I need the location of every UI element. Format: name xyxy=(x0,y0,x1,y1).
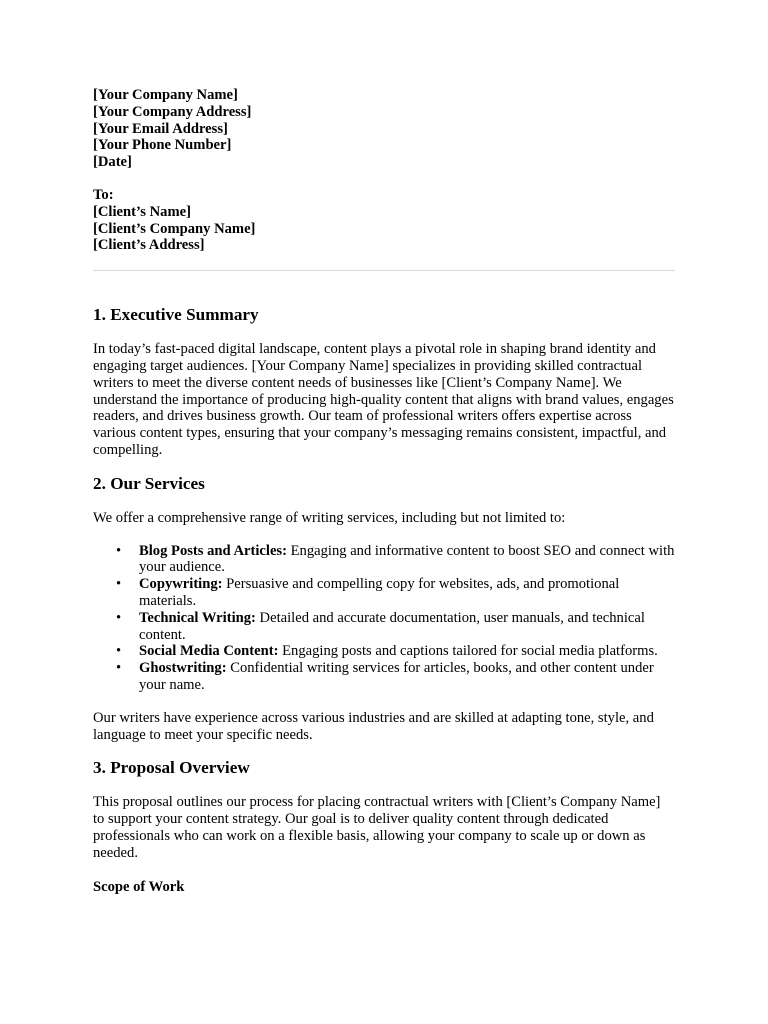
service-item-technical-writing xyxy=(116,609,675,644)
to-label: To: xyxy=(93,186,114,203)
service-item-social-media xyxy=(116,643,675,660)
document-content xyxy=(93,87,675,895)
bullet-icon: • xyxy=(116,643,122,660)
service-item-title: Social Media Content: xyxy=(139,643,279,660)
service-item-title: Ghostwriting: xyxy=(139,660,227,677)
bullet-icon: • xyxy=(116,542,122,559)
executive-summary-body: In today’s fast-paced digital landscape, content plays a pivotal role in shaping brand identity and engaging target audiences. [Your Company Name] specializes in providing skilled contractual writers to meet the diverse content needs of businesses like [Client’s Company Name]. We understand the importance of producing high-quality content that aligns with brand values, engages readers, and drives business growth. Our team of professional writers offers expertise across various content types, ensuring that your company’s messaging remains consistent, impactful, and compelling. xyxy=(93,341,674,458)
service-item-text: Detailed and accurate documentation, user manuals, and technical content. xyxy=(139,609,645,643)
sender-phone: [Your Phone Number] xyxy=(93,137,232,154)
client-name: [Client’s Name] xyxy=(93,203,191,220)
recipient-block xyxy=(93,187,675,254)
service-item-title: Copywriting: xyxy=(139,576,223,593)
service-item-title: Blog Posts and Articles: xyxy=(139,542,287,559)
bullet-icon: • xyxy=(116,609,122,626)
executive-summary-heading: 1. Executive Summary xyxy=(93,305,259,325)
proposal-overview-body: This proposal outlines our process for placing contractual writers with [Client’s Company Name] to support your content strategy. Our goal is to deliver quality content through dedicated professionals who can work on a flexible basis, allowing your company to scale up or down as needed. xyxy=(93,794,661,861)
our-services-intro: We offer a comprehensive range of writing services, including but not limited to: xyxy=(93,509,566,526)
scope-of-work-heading: Scope of Work xyxy=(93,878,185,895)
sender-date: [Date] xyxy=(93,154,132,171)
bullet-icon: • xyxy=(116,660,122,677)
sender-email: [Your Email Address] xyxy=(93,120,228,137)
section-divider xyxy=(93,270,675,271)
proposal-overview-heading: 3. Proposal Overview xyxy=(93,758,250,778)
service-item-ghostwriting xyxy=(116,660,675,694)
bullet-icon: • xyxy=(116,576,122,593)
service-item-text: Persuasive and compelling copy for websites, ads, and promotional materials. xyxy=(139,576,620,609)
our-services-heading: 2. Our Services xyxy=(93,473,205,493)
sender-company-address: [Your Company Address] xyxy=(93,103,252,120)
service-item-copywriting xyxy=(116,576,675,610)
client-address: [Client’s Address] xyxy=(93,237,205,254)
sender-company-name: [Your Company Name] xyxy=(93,87,238,103)
client-company-name: [Client’s Company Name] xyxy=(93,220,256,237)
service-item-text: Engaging posts and captions tailored for social media platforms. xyxy=(278,643,658,660)
services-list xyxy=(93,543,675,694)
our-services-closing: Our writers have experience across various industries and are skilled at adapting tone, style, and language to meet your specific needs. xyxy=(93,709,654,743)
service-item-title: Technical Writing: xyxy=(139,609,256,626)
service-item-blog-posts xyxy=(116,542,675,577)
service-item-text: Confidential writing services for articles, books, and other content under your name. xyxy=(139,660,654,693)
sender-block xyxy=(93,87,675,171)
service-item-text: Engaging and informative content to boost SEO and connect with your audience. xyxy=(139,542,675,576)
